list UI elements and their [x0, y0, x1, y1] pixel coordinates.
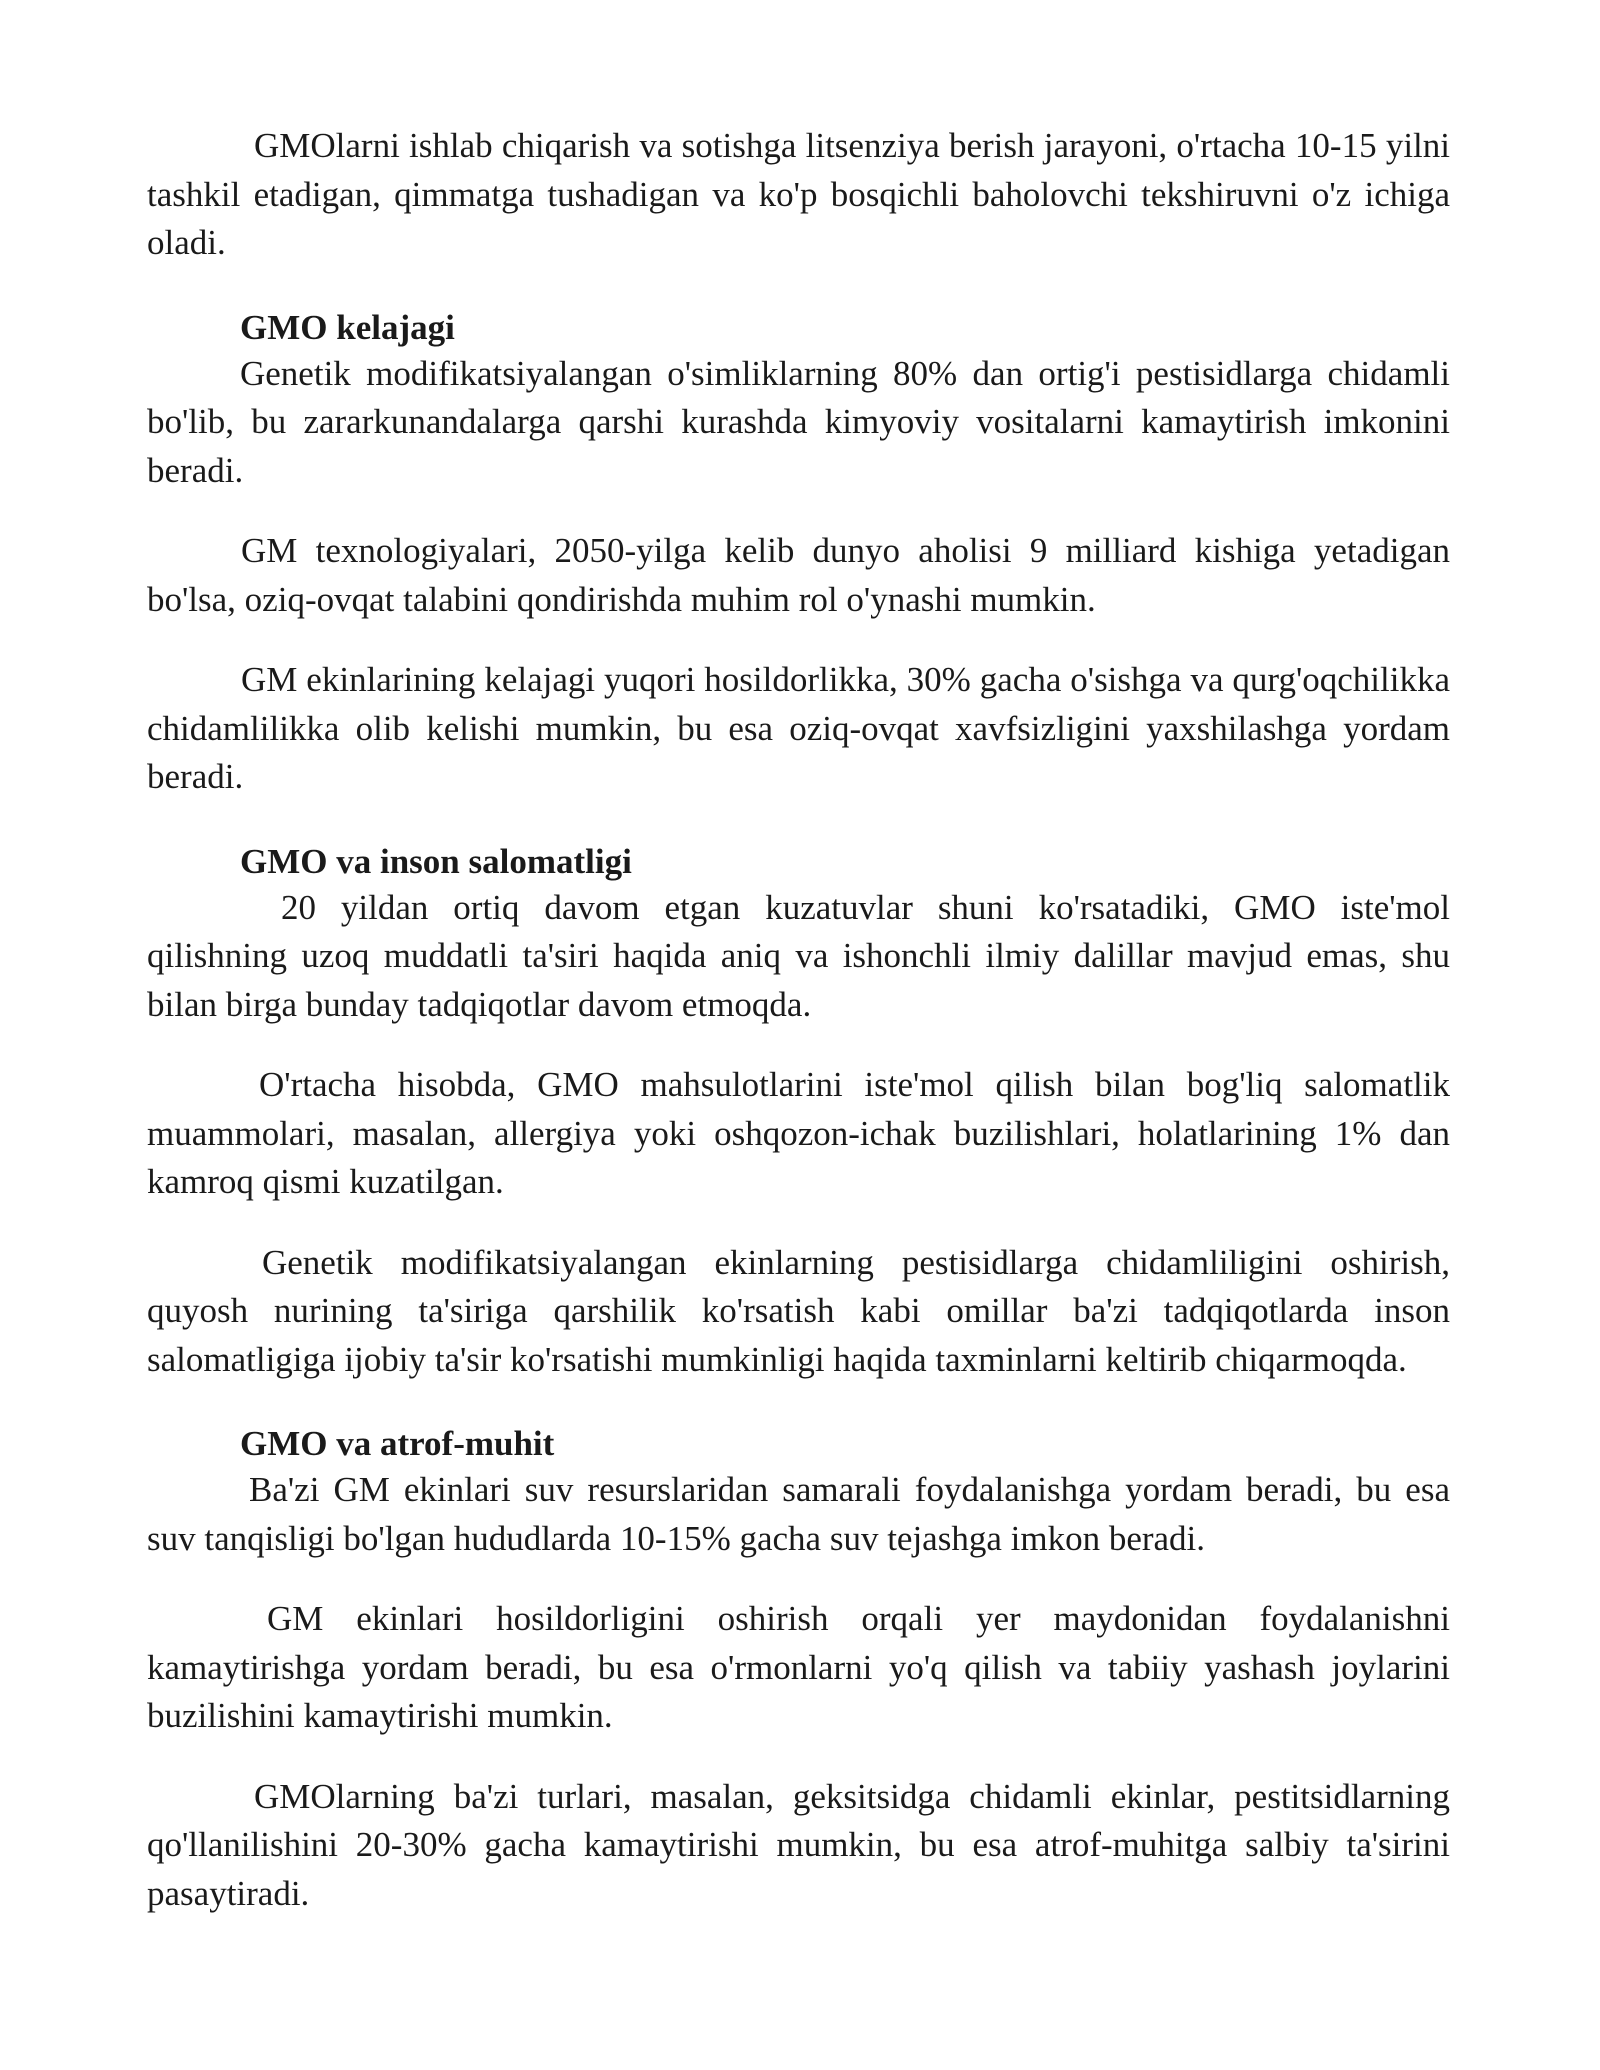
paragraph: 20 yildan ortiq davom etgan kuzatuvlar shuni ko'rsatadiki, GMO iste'mol qilishning uzoq muddatli ta'siri haqida aniq va ishonchli ilmiy dalillar mavjud emas, shu bilan birga bunday tadqiqotlar davom etmoqda.: [147, 887, 1450, 1024]
document-page: [147, 122, 1450, 1918]
paragraph: Genetik modifikatsiyalangan ekinlarning pestisidlarga chidamliligini oshirish, quyosh nurining ta'siriga qarshilik ko'rsatish kabi omillar ba'zi tadqiqotlarda inson salomatligiga ijobiy ta'sir ko'rsatishi mumkinligi haqida taxminlarni keltirib chiqarmoqda.: [147, 1242, 1450, 1379]
paragraph: GM texnologiyalari, 2050-yilga kelib dunyo aholisi 9 milliard kishiga yetadigan bo'lsa, oziq-ovqat talabini qondirishda muhim rol o'ynashi mumkin.: [147, 531, 1450, 619]
paragraph: GMOlarning ba'zi turlari, masalan, geksitsidga chidamli ekinlar, pestitsidlarning qo'llanilishini 20-30% gacha kamaytirishi mumkin, bu esa atrof-muhitga salbiy ta'sirini pasaytiradi.: [147, 1776, 1450, 1913]
paragraph: Genetik modifikatsiyalangan o'simliklarning 80% dan ortig'i pestisidlarga chidamli bo'lib, bu zararkunandalarga qarshi kurashda kimyoviy vositalarni kamaytirish imkonini beradi.: [147, 353, 1450, 490]
section-heading-environment: GMO va atrof-muhit: [240, 1424, 555, 1463]
intro-paragraph: GMOlarni ishlab chiqarish va sotishga litsenziya berish jarayoni, o'rtacha 10-15 yilni tashkil etadigan, qimmatga tushadigan va ko'p bosqichli baholovchi tekshiruvni o'z ichiga oladi.: [147, 126, 1450, 262]
section-heading-health: GMO va inson salomatligi: [240, 841, 632, 881]
paragraph: Ba'zi GM ekinlari suv resurslaridan samarali foydalanishga yordam beradi, bu esa suv tanqisligi bo'lgan hududlarda 10-15% gacha suv tejashga imkon beradi.: [147, 1470, 1450, 1558]
paragraph: O'rtacha hisobda, GMO mahsulotlarini iste'mol qilish bilan bog'liq salomatlik muammolari, masalan, allergiya yoki oshqozon-ichak buzilishlari, holatlarining 1% dan kamroq qismi kuzatilgan.: [147, 1065, 1450, 1201]
paragraph: GM ekinlari hosildorligini oshirish orqali yer maydonidan foydalanishni kamaytirishga yordam beradi, bu esa o'rmonlarni yo'q qilish va tabiiy yashash joylarini buzilishini kamaytirishi mumkin.: [147, 1599, 1450, 1735]
paragraph: GM ekinlarining kelajagi yuqori hosildorlikka, 30% gacha o'sishga va qurg'oqchilikka chidamlilikka olib kelishi mumkin, bu esa oziq-ovqat xavfsizligini yaxshilashga yordam beradi.: [147, 660, 1450, 796]
section-heading-future: GMO kelajagi: [240, 307, 455, 347]
